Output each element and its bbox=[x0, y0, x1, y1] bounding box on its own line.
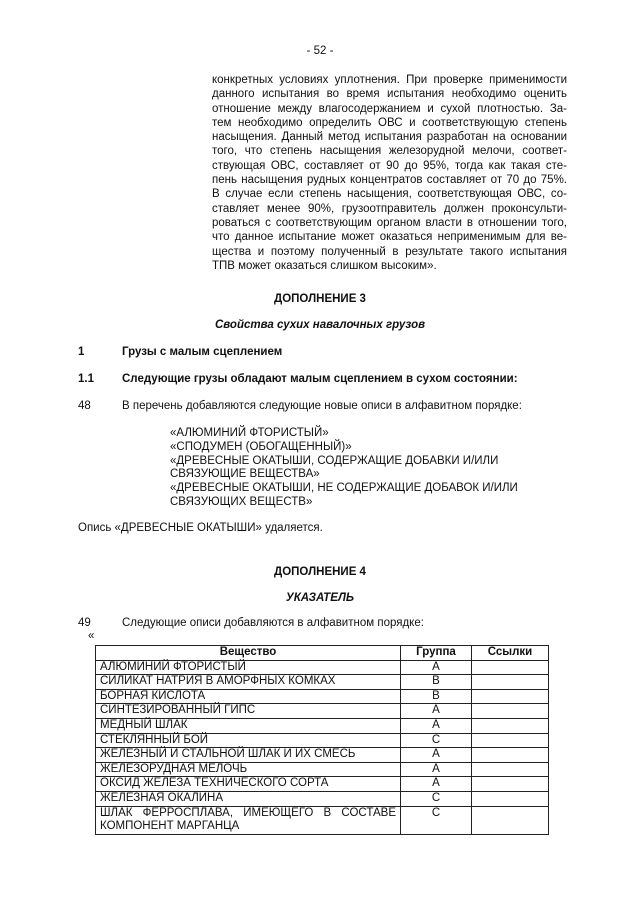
description-line: «АЛЮМИНИЙ ФТОРИСТЫЙ» bbox=[170, 427, 329, 439]
cell-refs bbox=[472, 748, 549, 763]
page-number: - 52 - bbox=[306, 45, 334, 57]
quote-line: данного испытания во время испытания необходимо оценить bbox=[212, 88, 567, 101]
cell-group: A bbox=[401, 704, 472, 719]
cell-group: B bbox=[401, 675, 472, 690]
section1-number: 1 bbox=[78, 346, 85, 358]
description-line: «СПОДУМЕН (ОБОГАЩЕННЫЙ)» bbox=[170, 440, 352, 453]
cell-substance: СИНТЕЗИРОВАННЫЙ ГИПС bbox=[96, 704, 401, 719]
cell-substance: ЖЕЛЕЗНЫЙ И СТАЛЬНОЙ ШЛАК И ИХ СМЕСЬ bbox=[96, 748, 401, 763]
cell-group: A bbox=[401, 718, 472, 733]
table-row bbox=[96, 675, 549, 690]
header-substance: Вещество bbox=[96, 646, 401, 661]
table-row bbox=[96, 689, 549, 704]
quote-line: что данное испытание может оказаться неприменимым для ве- bbox=[212, 231, 567, 244]
cell-refs bbox=[472, 689, 549, 704]
para49-text: Следующие описи добавляются в алфавитном порядке: bbox=[122, 617, 424, 629]
table-row bbox=[96, 777, 549, 792]
cell-refs bbox=[472, 718, 549, 733]
quote-line: насыщения. Данный метод испытания разработан на основании bbox=[212, 131, 567, 144]
para49-number: 49 bbox=[78, 617, 91, 629]
description-line: «ДРЕВЕСНЫЕ ОКАТЫШИ, СОДЕРЖАЩИЕ ДОБАВКИ И/ИЛИ bbox=[170, 454, 499, 467]
cell-substance: ЖЕЛЕЗОРУДНАЯ МЕЛОЧЬ bbox=[96, 762, 401, 777]
table-row bbox=[96, 791, 549, 806]
table-header-row bbox=[96, 646, 549, 661]
table-row bbox=[96, 660, 549, 675]
table-row bbox=[96, 806, 549, 834]
appendix4-heading: ДОПОЛНЕНИЕ 4 bbox=[274, 566, 366, 578]
cell-refs bbox=[472, 777, 549, 792]
section1-title: Грузы с малым сцеплением bbox=[122, 346, 283, 358]
cell-refs bbox=[472, 791, 549, 806]
quoted-paragraph bbox=[212, 73, 567, 273]
cell-group: A bbox=[401, 777, 472, 792]
cell-refs bbox=[472, 733, 549, 748]
opening-quote-mark: « bbox=[88, 630, 95, 642]
para48-text: В перечень добавляются следующие новые описи в алфавитном порядке: bbox=[122, 400, 522, 412]
quote-line: ствующая ОВС, составляет от 90 до 95%, тогда как такая сте- bbox=[212, 159, 567, 172]
quote-line: тем необходимо определить ОВС и соответствующую степень bbox=[212, 116, 567, 129]
cell-group: A bbox=[401, 660, 472, 675]
quote-line: того, что степень насыщения железорудной мелочи, соответ- bbox=[212, 145, 567, 158]
quote-line: роваться с соответствующим органом власти в отношении того, bbox=[212, 216, 567, 229]
quote-line: пень насыщения рудных концентратов составляет от 70 до 75%. bbox=[212, 174, 567, 187]
appendix3-subtitle: Свойства сухих навалочных грузов bbox=[214, 319, 426, 331]
removal-note: Опись «ДРЕВЕСНЫЕ ОКАТЫШИ» удаляется. bbox=[78, 522, 323, 534]
header-refs: Ссылки bbox=[472, 646, 549, 661]
quote-line: В случае если степень насыщения, соответствующая ОВС, со- bbox=[212, 188, 567, 201]
description-line: «ДРЕВЕСНЫЕ ОКАТЫШИ, НЕ СОДЕРЖАЩИЕ ДОБАВОК И/ИЛИ bbox=[170, 482, 518, 495]
new-descriptions-list bbox=[170, 427, 518, 510]
cell-substance: ЖЕЛЕЗНАЯ ОКАЛИНА bbox=[96, 791, 401, 806]
quote-line: ТПВ может оказаться слишком высоким». bbox=[212, 259, 437, 272]
cell-refs bbox=[472, 806, 549, 834]
header-group: Группа bbox=[401, 646, 472, 661]
table-row bbox=[96, 704, 549, 719]
cell-group: C bbox=[401, 806, 472, 834]
appendix3-heading: ДОПОЛНЕНИЕ 3 bbox=[274, 293, 366, 305]
cell-group: A bbox=[401, 748, 472, 763]
table-row bbox=[96, 748, 549, 763]
cell-refs bbox=[472, 660, 549, 675]
appendix4-subtitle: УКАЗАТЕЛЬ bbox=[285, 592, 355, 604]
cell-substance: БОРНАЯ КИСЛОТА bbox=[96, 689, 401, 704]
quote-line: отношение между влагосодержанием и сухой плотностью. За- bbox=[212, 102, 567, 115]
cell-group: B bbox=[401, 689, 472, 704]
cell-group: A bbox=[401, 762, 472, 777]
cell-refs bbox=[472, 762, 549, 777]
cell-substance: АЛЮМИНИЙ ФТОРИСТЫЙ bbox=[96, 660, 401, 675]
cell-substance: ОКСИД ЖЕЛЕЗА ТЕХНИЧЕСКОГО СОРТА bbox=[96, 777, 401, 792]
description-line: СВЯЗУЮЩИЕ ВЕЩЕСТВА» bbox=[170, 468, 320, 481]
section11-title: Следующие грузы обладают малым сцеплением в сухом состоянии: bbox=[122, 373, 518, 385]
cell-refs bbox=[472, 704, 549, 719]
cell-group: C bbox=[401, 791, 472, 806]
para48-number: 48 bbox=[78, 400, 91, 412]
table-row bbox=[96, 733, 549, 748]
table-row bbox=[96, 762, 549, 777]
cell-group: C bbox=[401, 733, 472, 748]
cell-refs bbox=[472, 675, 549, 690]
index-table bbox=[95, 645, 549, 835]
quote-line: конкретных условиях уплотнения. При проверке применимости bbox=[212, 74, 567, 86]
section11-number: 1.1 bbox=[78, 373, 94, 385]
quote-line: ставляет менее 90%, грузоотправитель должен проконсульти- bbox=[212, 202, 567, 215]
description-line: СВЯЗУЮЩИХ ВЕЩЕСТВ» bbox=[170, 495, 313, 508]
table-row bbox=[96, 718, 549, 733]
cell-substance: ШЛАК ФЕРРОСПЛАВА, ИМЕЮЩЕГО В СОСТАВЕ КОМПОНЕНТ МАРГАНЦА bbox=[96, 806, 401, 834]
cell-substance: СИЛИКАТ НАТРИЯ В АМОРФНЫХ КОМКАХ bbox=[96, 675, 401, 690]
cell-substance: СТЕКЛЯННЫЙ БОЙ bbox=[96, 733, 401, 748]
quote-line: щества и поэтому полученный в результате такого испытания bbox=[212, 245, 567, 258]
cell-substance: МЕДНЫЙ ШЛАК bbox=[96, 718, 401, 733]
